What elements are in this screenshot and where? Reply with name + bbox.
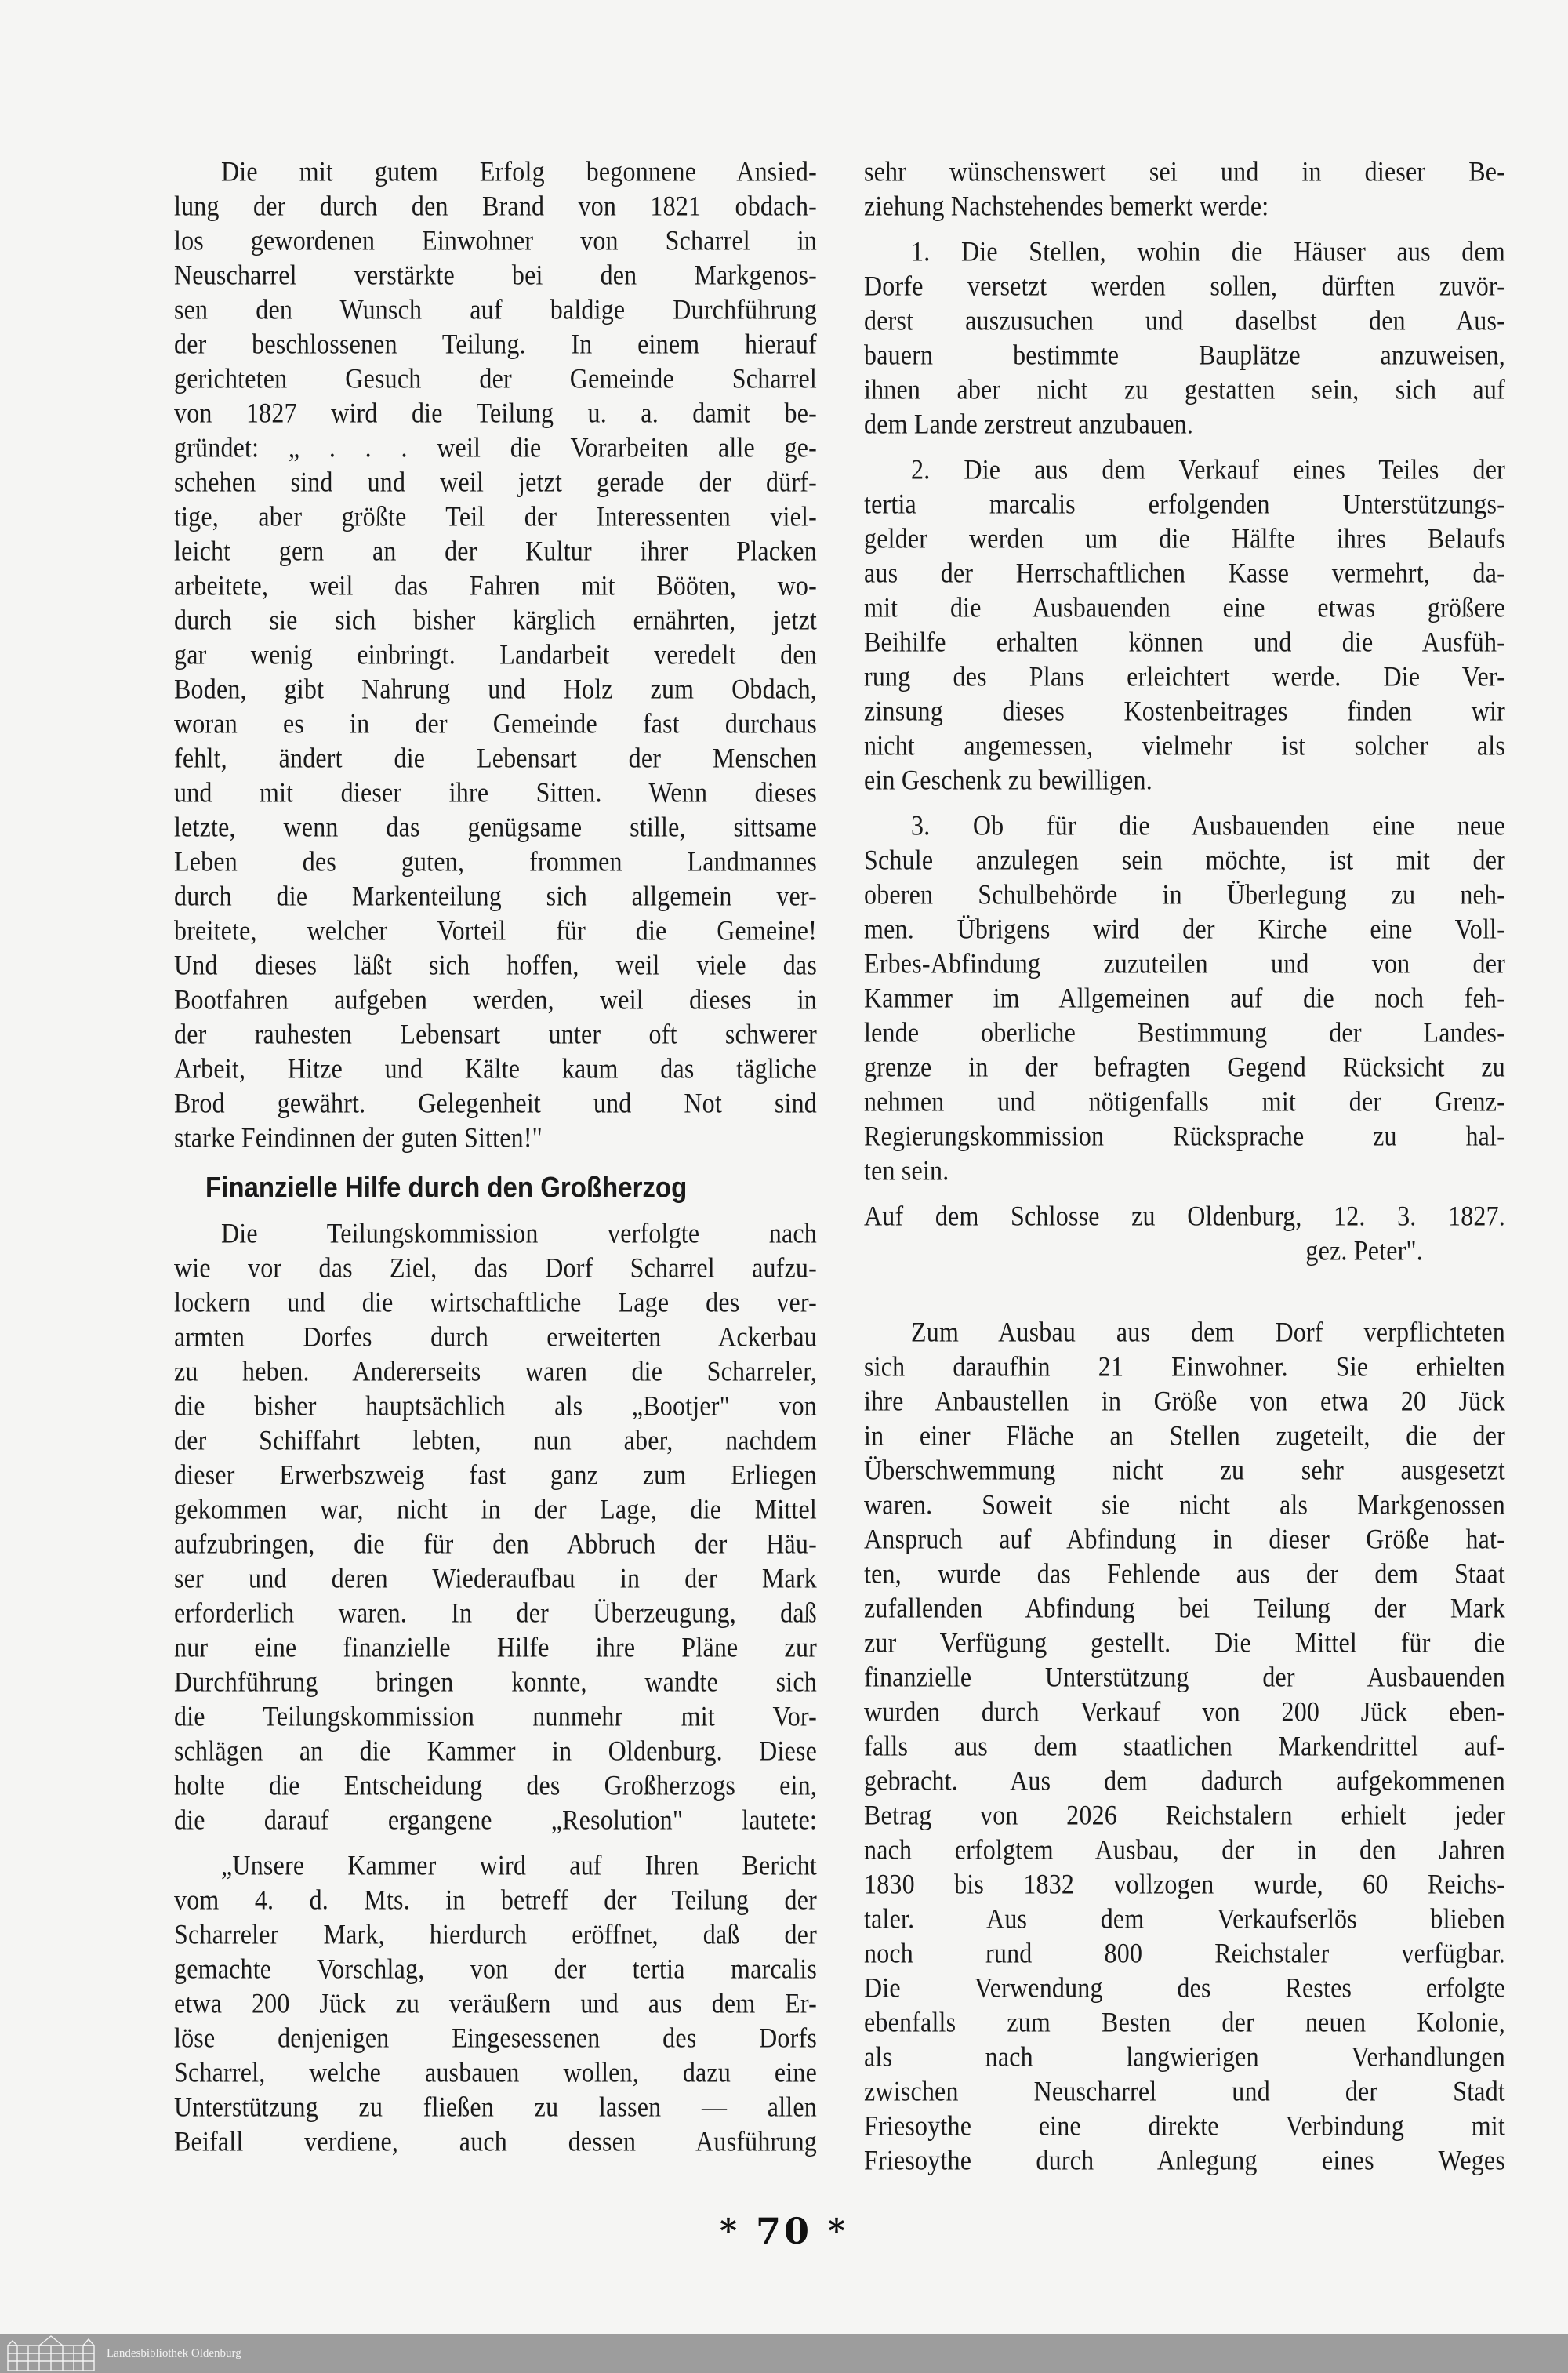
text-line: ein Geschenk zu bewilligen. bbox=[864, 763, 1152, 796]
text-line: zufallenden Abfindung bei Teilung der Mark bbox=[864, 1591, 1505, 1624]
text-line: dieser Erwerbszweig fast ganz zum Erliegen bbox=[174, 1458, 817, 1491]
text-line: tige, aber größte Teil der Interessenten viel- bbox=[174, 500, 817, 532]
text-line: Friesoythe durch Anlegung eines Weges bbox=[864, 2143, 1505, 2176]
left-column bbox=[174, 154, 817, 2169]
text-line: lende oberliche Bestimmung der Landes- bbox=[864, 1016, 1505, 1048]
text-line: die darauf ergangene „Resolution" lautete: bbox=[174, 1803, 817, 1836]
text-line: der Schiffahrt lebten, nun aber, nachdem bbox=[174, 1423, 817, 1456]
text-line: letzte, wenn das genügsame stille, sittsame bbox=[174, 810, 817, 843]
text-line: starke Feindinnen der guten Sitten!" bbox=[174, 1121, 543, 1154]
text-line: erforderlich waren. In der Überzeugung, daß bbox=[174, 1596, 817, 1629]
text-line: breitete, welcher Vorteil für die Gemeine! bbox=[174, 914, 817, 947]
page-number-value: 70 bbox=[755, 2210, 812, 2252]
text-line: Beifall verdiene, auch dessen Ausführung bbox=[174, 2124, 817, 2157]
text-line: gerichteten Gesuch der Gemeinde Scharrel bbox=[174, 362, 817, 394]
text-line: Friesoythe eine direkte Verbindung mit bbox=[864, 2109, 1505, 2142]
text-line: Kammer im Allgemeinen auf die noch feh- bbox=[864, 981, 1505, 1014]
text-line: Schule anzulegen sein möchte, ist mit der bbox=[864, 843, 1505, 876]
text-line: nehmen und nötigenfalls mit der Grenz- bbox=[864, 1085, 1505, 1117]
text-line: der rauhesten Lebensart unter oft schwerer bbox=[174, 1017, 817, 1050]
page-number bbox=[0, 2210, 1568, 2252]
text-line: sen den Wunsch auf baldige Durchführung bbox=[174, 293, 817, 325]
resolution-item-1 bbox=[864, 234, 1505, 441]
right-column bbox=[864, 154, 1505, 2188]
text-line: Die Teilungskommission verfolgte nach bbox=[221, 1216, 817, 1249]
text-line: die bisher hauptsächlich als „Bootjer" von bbox=[174, 1389, 817, 1422]
text-line: ten sein. bbox=[864, 1154, 949, 1186]
text-line: Scharreler Mark, hierdurch eröffnet, daß der bbox=[174, 1917, 817, 1950]
library-footer-bar bbox=[0, 2334, 1568, 2373]
text-line: und mit dieser ihre Sitten. Wenn dieses bbox=[174, 776, 817, 809]
text-line: gar wenig einbringt. Landarbeit veredelt den bbox=[174, 638, 817, 670]
text-line: lung der durch den Brand von 1821 obdach- bbox=[174, 189, 817, 222]
text-line: Erbes-Abfindung zuzuteilen und von der bbox=[864, 947, 1505, 979]
text-line: die Teilungskommission nunmehr mit Vor- bbox=[174, 1699, 817, 1732]
text-line: löse denjenigen Eingesessenen des Dorfs bbox=[174, 2021, 817, 2054]
text-line: ziehung Nachstehendes bemerkt werde: bbox=[864, 189, 1269, 222]
text-line: aufzubringen, die für den Abbruch der Häu- bbox=[174, 1527, 817, 1560]
text-line: Überschwemmung nicht zu sehr ausgesetzt bbox=[864, 1453, 1505, 1486]
text-line: rung des Plans erleichtert werde. Die Ver- bbox=[864, 660, 1505, 692]
text-line: wie vor das Ziel, das Dorf Scharrel aufzu- bbox=[174, 1251, 817, 1284]
text-line: Dorfe versetzt werden sollen, dürften zuvör- bbox=[864, 269, 1505, 302]
text-line: derst auszusuchen und daselbst den Aus- bbox=[864, 303, 1505, 336]
text-line: der beschlossenen Teilung. In einem hierauf bbox=[174, 327, 817, 360]
text-line: Durchführung bringen konnte, wandte sich bbox=[174, 1665, 817, 1698]
paragraph-commission bbox=[174, 1216, 817, 1837]
text-line: durch sie sich bisher kärglich ernährten, jetzt bbox=[174, 603, 817, 636]
text-line: zur Verfügung gestellt. Die Mittel für die bbox=[864, 1626, 1505, 1659]
text-line: men. Übrigens wird der Kirche eine Voll- bbox=[864, 912, 1505, 945]
text-line: taler. Aus dem Verkaufserlös blieben bbox=[864, 1902, 1505, 1935]
text-line: leicht gern an der Kultur ihrer Placken bbox=[174, 534, 817, 567]
text-line: 1. Die Stellen, wohin die Häuser aus dem bbox=[911, 234, 1505, 267]
paragraph-resolution-continued bbox=[864, 154, 1505, 223]
paragraph-resolution-quote bbox=[174, 1848, 817, 2158]
text-line: durch die Markenteilung sich allgemein ver- bbox=[174, 879, 817, 912]
text-line: aus der Herrschaftlichen Kasse vermehrt, da- bbox=[864, 556, 1505, 589]
text-line: woran es in der Gemeinde fast durchaus bbox=[174, 707, 817, 740]
text-line: ebenfalls zum Besten der neuen Kolonie, bbox=[864, 2005, 1505, 2038]
text-line: Brod gewährt. Gelegenheit und Not sind bbox=[174, 1086, 817, 1119]
asterisk-ornament-icon: * bbox=[720, 2211, 740, 2250]
text-line: holte die Entscheidung des Großherzogs ein, bbox=[174, 1768, 817, 1801]
text-line: nach erfolgtem Ausbau, der in den Jahren bbox=[864, 1833, 1505, 1866]
text-line: 3. Ob für die Ausbauenden eine neue bbox=[911, 809, 1505, 841]
signature-place-date: Auf dem Schlosse zu Oldenburg, 12. 3. 1827. bbox=[864, 1199, 1505, 1232]
text-line: armten Dorfes durch erweiterten Ackerbau bbox=[174, 1320, 817, 1353]
text-line: Beihilfe erhalten können und die Ausfüh- bbox=[864, 625, 1505, 658]
text-line: finanzielle Unterstützung der Ausbauenden bbox=[864, 1660, 1505, 1693]
text-line: von 1827 wird die Teilung u. a. damit be- bbox=[174, 396, 817, 429]
text-line: zinsung dieses Kostenbeitrages finden wir bbox=[864, 694, 1505, 727]
text-line: Die Verwendung des Restes erfolgte bbox=[864, 1971, 1505, 2004]
text-line: vom 4. d. Mts. in betreff der Teilung der bbox=[174, 1883, 817, 1916]
text-line: wurden durch Verkauf von 200 Jück eben- bbox=[864, 1695, 1505, 1728]
text-line: „Unsere Kammer wird auf Ihren Bericht bbox=[221, 1848, 817, 1881]
text-line: oberen Schulbehörde in Überlegung zu neh- bbox=[864, 878, 1505, 910]
text-line: mit die Ausbauenden eine etwas größere bbox=[864, 591, 1505, 623]
text-line: 2. Die aus dem Verkauf eines Teiles der bbox=[911, 452, 1505, 485]
text-line: sich daraufhin 21 Einwohner. Sie erhielten bbox=[864, 1350, 1505, 1383]
text-line: 1830 bis 1832 vollzogen wurde, 60 Reichs- bbox=[864, 1867, 1505, 1900]
text-line: los gewordenen Einwohner von Scharrel in bbox=[174, 223, 817, 256]
text-line: ihnen aber nicht zu gestatten sein, sich auf bbox=[864, 372, 1505, 405]
text-line: fehlt, ändert die Lebensart der Menschen bbox=[174, 741, 817, 774]
text-line: bauern bestimmte Bauplätze anzuweisen, bbox=[864, 338, 1505, 371]
paragraph-settlement bbox=[174, 154, 817, 1154]
paragraph-expansion bbox=[864, 1314, 1505, 2177]
text-line: etwa 200 Jück zu veräußern und aus dem Er- bbox=[174, 1986, 817, 2019]
text-line: ten, wurde das Fehlende aus der dem Staat bbox=[864, 1557, 1505, 1590]
text-line: schehen sind und weil jetzt gerade der dürf- bbox=[174, 465, 817, 498]
text-line: dem Lande zerstreut anzubauen. bbox=[864, 407, 1194, 440]
text-line: Betrag von 2026 Reichstalern erhielt jeder bbox=[864, 1798, 1505, 1831]
resolution-item-3 bbox=[864, 808, 1505, 1187]
text-line: waren. Soweit sie nicht als Markgenossen bbox=[864, 1488, 1505, 1521]
text-line: ihre Anbaustellen in Größe von etwa 20 Jück bbox=[864, 1384, 1505, 1417]
text-line: grenze in der befragten Gegend Rücksicht zu bbox=[864, 1050, 1505, 1083]
text-line: Neuscharrel verstärkte bei den Markgenos- bbox=[174, 258, 817, 291]
text-line: lockern und die wirtschaftliche Lage des ver- bbox=[174, 1285, 817, 1318]
text-line: Zum Ausbau aus dem Dorf verpflichteten bbox=[911, 1315, 1505, 1348]
text-line: Bootfahren aufgeben werden, weil dieses in bbox=[174, 983, 817, 1016]
text-line: gekommen war, nicht in der Lage, die Mittel bbox=[174, 1492, 817, 1525]
text-line: Leben des guten, frommen Landmannes bbox=[174, 845, 817, 878]
text-line: Anspruch auf Abfindung in dieser Größe hat- bbox=[864, 1522, 1505, 1555]
text-line: ser und deren Wiederaufbau in der Mark bbox=[174, 1561, 817, 1594]
text-line: tertia marcalis erfolgenden Unterstützungs- bbox=[864, 487, 1505, 520]
text-line: arbeitete, weil das Fahren mit Bööten, wo- bbox=[174, 569, 817, 601]
text-line: Und dieses läßt sich hoffen, weil viele das bbox=[174, 948, 817, 981]
text-line: zwischen Neuscharrel und der Stadt bbox=[864, 2074, 1505, 2107]
section-heading: Finanzielle Hilfe durch den Großherzog bbox=[205, 1170, 688, 1204]
text-line: als nach langwierigen Verhandlungen bbox=[864, 2040, 1505, 2073]
text-line: gemachte Vorschlag, von der tertia marcalis bbox=[174, 1952, 817, 1985]
text-line: nicht angemessen, vielmehr ist solcher als bbox=[864, 729, 1505, 761]
text-line: gründet: „ . . . weil die Vorarbeiten alle ge- bbox=[174, 431, 817, 463]
text-line: Die mit gutem Erfolg begonnene Ansied- bbox=[221, 154, 817, 187]
text-line: in einer Fläche an Stellen zugeteilt, die der bbox=[864, 1419, 1505, 1452]
asterisk-ornament-icon: * bbox=[828, 2211, 848, 2250]
library-name: Landesbibliothek Oldenburg bbox=[107, 2346, 241, 2360]
spacer bbox=[864, 1267, 1505, 1314]
text-line: falls aus dem staatlichen Markendrittel auf- bbox=[864, 1729, 1505, 1762]
signature-name: gez. Peter". bbox=[1305, 1234, 1423, 1266]
text-line: Regierungskommission Rücksprache zu hal- bbox=[864, 1119, 1505, 1152]
text-line: Boden, gibt Nahrung und Holz zum Obdach, bbox=[174, 672, 817, 705]
text-line: Scharrel, welche ausbauen wollen, dazu eine bbox=[174, 2055, 817, 2088]
text-line: Arbeit, Hitze und Kälte kaum das tägliche bbox=[174, 1052, 817, 1085]
text-line: gelder werden um die Hälfte ihres Belaufs bbox=[864, 521, 1505, 554]
text-line: sehr wünschenswert sei und in dieser Be- bbox=[864, 154, 1505, 187]
text-line: gebracht. Aus dem dadurch aufgekommenen bbox=[864, 1764, 1505, 1797]
text-line: nur eine finanzielle Hilfe ihre Pläne zur bbox=[174, 1630, 817, 1663]
text-line: zu heben. Andererseits waren die Scharreler, bbox=[174, 1354, 817, 1387]
resolution-item-2 bbox=[864, 452, 1505, 797]
library-building-icon bbox=[5, 2335, 97, 2372]
text-line: Unterstützung zu fließen zu lassen — allen bbox=[174, 2090, 817, 2123]
text-line: noch rund 800 Reichstaler verfügbar. bbox=[864, 1936, 1505, 1969]
text-line: schlägen an die Kammer in Oldenburg. Diese bbox=[174, 1734, 817, 1767]
